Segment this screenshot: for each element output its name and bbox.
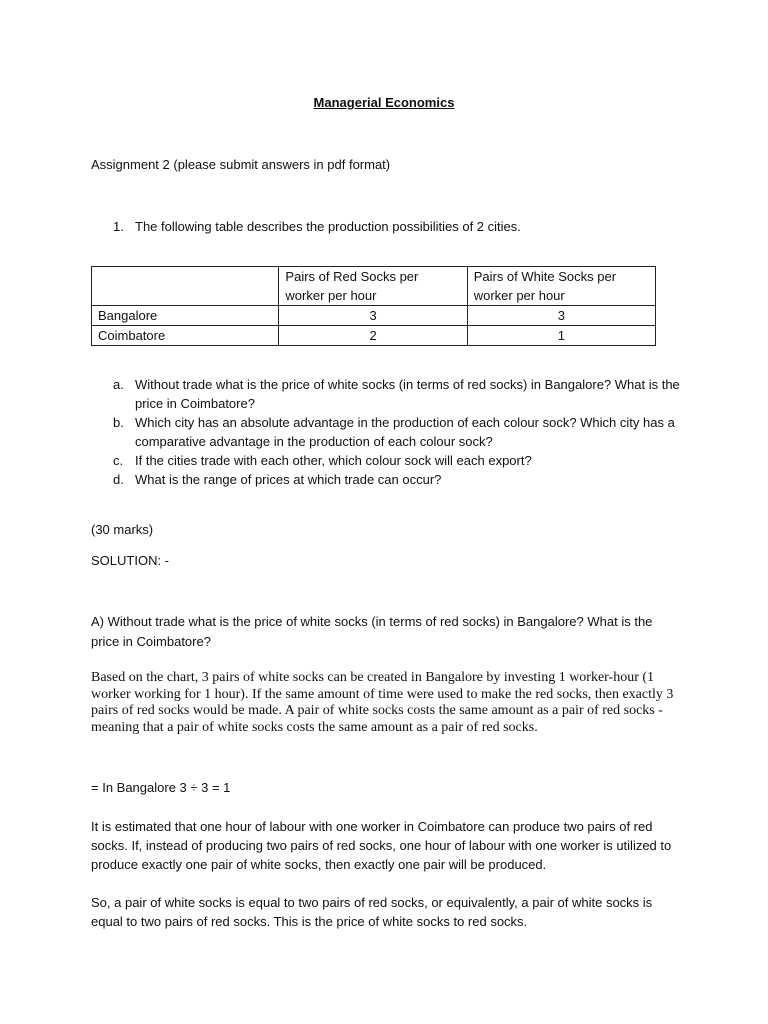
- answer-a-paragraph: Based on the chart, 3 pairs of white socks can be created in Bangalore by investing 1 worker-hour (1 worker working for 1 hour). If the same amount of time were used to make the red socks, then exactly 3 pairs of red socks would be made. A pair of white socks costs the same amount as a pair of red socks - meaning that a pair of white socks costs the same amount as a pair of red socks.: [91, 670, 674, 735]
- table-cell-city: Bangalore: [92, 306, 279, 326]
- table-cell-white: 3: [467, 306, 655, 326]
- marks-label: (30 marks): [91, 522, 154, 537]
- subquestion-text: What is the range of prices at which trade can occur?: [135, 472, 442, 487]
- paragraph-conclusion: So, a pair of white socks is equal to two pairs of red socks, or equivalently, a pair of white socks is equal to two pairs of red socks. This is the price of white socks to red socks.: [91, 895, 653, 929]
- table-cell-white: 1: [467, 326, 655, 346]
- table-header-cell: Pairs of White Socks per worker per hour: [467, 267, 655, 306]
- production-table: [91, 266, 656, 346]
- subquestion-letter: d.: [113, 472, 124, 487]
- answer-a-question: A) Without trade what is the price of white socks (in terms of red socks) in Bangalore? What is the price in Coimbatore?: [91, 614, 653, 649]
- question-1-number: 1.: [113, 219, 124, 234]
- list-item: [113, 470, 683, 489]
- document-title: Managerial Economics: [313, 95, 455, 110]
- table-header-row: [92, 267, 656, 306]
- table-header-cell: [92, 267, 279, 306]
- table-cell-city: Coimbatore: [92, 326, 279, 346]
- list-item: [113, 375, 683, 413]
- question-1-text: The following table describes the production possibilities of 2 cities.: [135, 219, 521, 234]
- subquestion-text: Which city has an absolute advantage in the production of each colour sock? Which city has a comparative advantage in the production of each colour sock?: [135, 415, 675, 449]
- table-row: [92, 306, 656, 326]
- table-row: [92, 326, 656, 346]
- subquestion-letter: b.: [113, 415, 124, 430]
- solution-label: SOLUTION: -: [91, 553, 170, 568]
- table-header-cell: Pairs of Red Socks per worker per hour: [279, 267, 467, 306]
- subquestion-list: [113, 375, 683, 489]
- paragraph-coimbatore: It is estimated that one hour of labour with one worker in Coimbatore can produce two pairs of red socks. If, instead of producing two pairs of red socks, one hour of labour with one worker is utilized to produce exactly one pair of white socks, then exactly one pair will be produced.: [91, 819, 672, 872]
- subquestion-text: Without trade what is the price of white socks (in terms of red socks) in Bangalore? What is the price in Coimbatore?: [135, 377, 680, 411]
- subquestion-letter: a.: [113, 377, 124, 392]
- list-item: [113, 413, 683, 451]
- assignment-heading: Assignment 2 (please submit answers in pdf format): [91, 157, 391, 172]
- list-item: [113, 451, 683, 470]
- table-cell-red: 3: [279, 306, 467, 326]
- calculation-line: = In Bangalore 3 ÷ 3 = 1: [91, 780, 231, 795]
- table-cell-red: 2: [279, 326, 467, 346]
- question-1: [113, 218, 521, 236]
- subquestion-text: If the cities trade with each other, which colour sock will each export?: [135, 453, 532, 468]
- subquestion-letter: c.: [113, 453, 124, 468]
